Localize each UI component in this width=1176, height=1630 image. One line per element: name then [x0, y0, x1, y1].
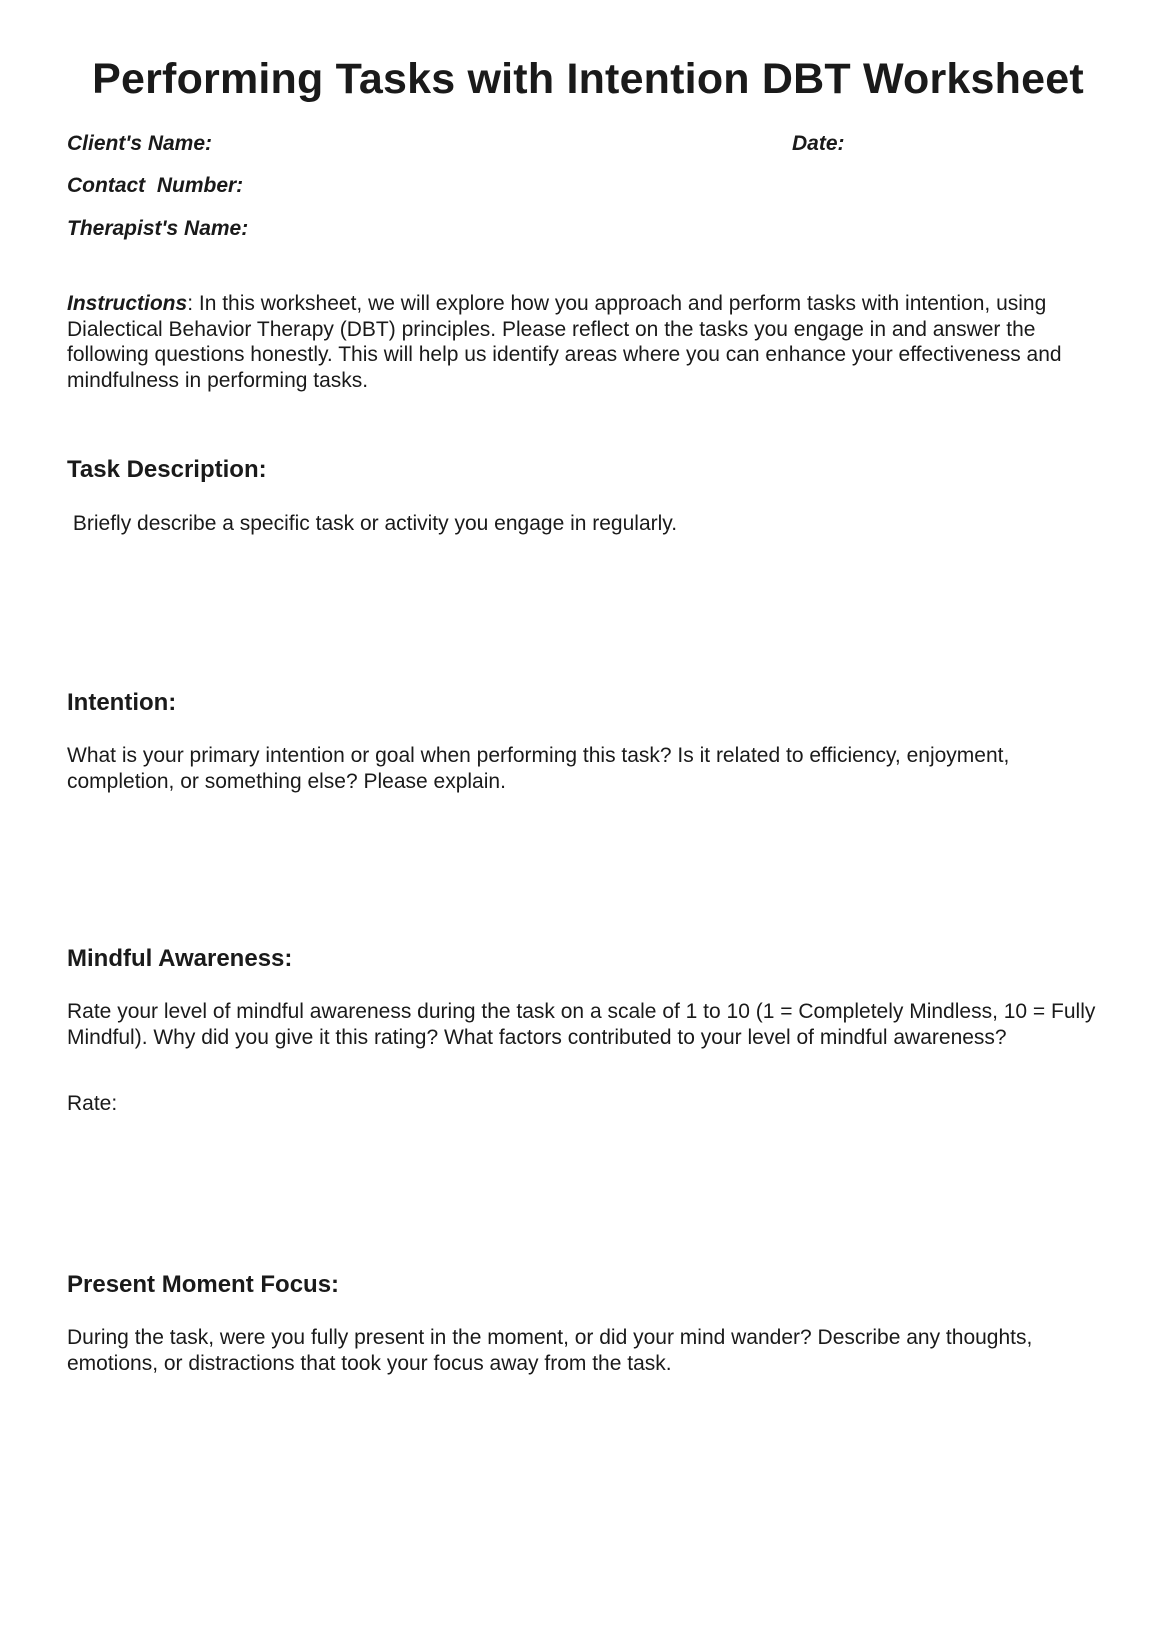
client-name-label: Client's Name:	[67, 132, 213, 155]
contact-number-label: Contact Number:	[67, 174, 244, 197]
page-title: Performing Tasks with Intention DBT Worksheet	[92, 55, 1084, 103]
present-moment-focus-prompt: During the task, were you fully present in the moment, or did your mind wander? Describe any thoughts, emotions, or distractions that took your focus away from the task.	[67, 1326, 1033, 1375]
therapist-name-label: Therapist's Name:	[67, 217, 249, 240]
mindful-awareness-heading: Mindful Awareness:	[67, 945, 293, 972]
mindful-awareness-prompt: Rate your level of mindful awareness during the task on a scale of 1 to 10 (1 = Completely Mindless, 10 = Fully Mindful). Why did you give it this rating? What factors contributed to your level of mindful awareness?	[67, 1000, 1096, 1049]
instructions-text: : In this worksheet, we will explore how you approach and perform tasks with intention, using Dialectical Behavior Therapy (DBT) principles. Please reflect on the tasks you engage in and answer the following questions honestly. This will help us identify areas where you can enhance your effectiveness and mindfulness in performing tasks.	[67, 292, 1062, 392]
intention-prompt: What is your primary intention or goal when performing this task? Is it related to efficiency, enjoyment, completion, or something else? Please explain.	[67, 744, 1010, 793]
present-moment-focus-heading: Present Moment Focus:	[67, 1271, 340, 1298]
task-description-heading: Task Description:	[67, 456, 267, 483]
intention-heading: Intention:	[67, 689, 177, 716]
instructions-lead: Instructions	[67, 292, 188, 315]
task-description-prompt: Briefly describe a specific task or activity you engage in regularly.	[67, 512, 678, 535]
instructions-paragraph	[67, 291, 1117, 393]
date-label: Date:	[792, 132, 845, 155]
rate-label: Rate:	[67, 1092, 118, 1115]
